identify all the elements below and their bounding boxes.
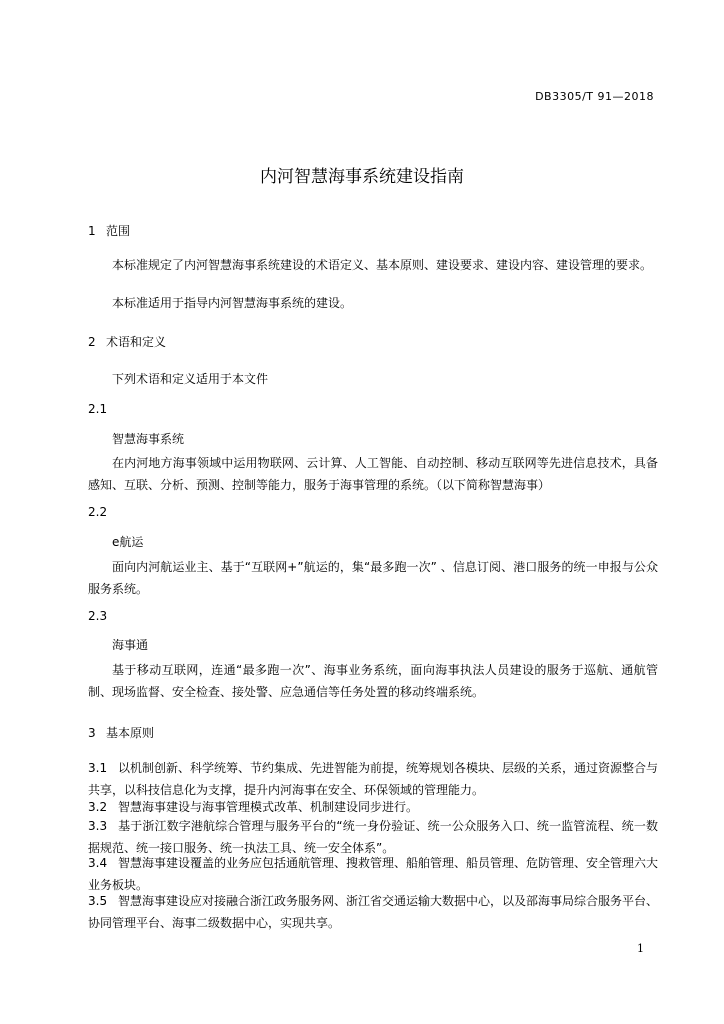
scope-paragraph-2: 本标准适用于指导内河智慧海事系统的建设。 bbox=[112, 296, 353, 310]
term-number: 2.3 bbox=[88, 609, 108, 623]
document-title: 内河智慧海事系统建设指南 bbox=[260, 167, 464, 187]
principle-text: 智慧海事建设与海事管理模式改革、机制建设同步进行。 bbox=[118, 800, 419, 814]
scope-paragraph-1: 本标准规定了内河智慧海事系统建设的术语定义、基本原则、建设要求、建设内容、建设管理的要求。 bbox=[112, 258, 653, 272]
principle-item bbox=[88, 890, 658, 934]
principle-number: 3.3 bbox=[88, 819, 108, 833]
page-number: 1 bbox=[637, 942, 644, 955]
principle-text: 智慧海事建设应对接融合浙江政务服务网、浙江省交通运输大数据中心，以及部海事局综合服务平台、协同管理平台、海事二级数据中心，实现共享。 bbox=[88, 894, 659, 930]
principle-text: 智慧海事建设覆盖的业务应包括通航管理、搜救管理、船舶管理、船员管理、危防管理、安全管理六大业务板块。 bbox=[88, 856, 659, 892]
term-definition: 在内河地方海事领域中运用物联网、云计算、人工智能、自动控制、移动互联网等先进信息技术，具备感知、互联、分析、预测、控制等能力，服务于海事管理的系统。（以下简称智慧海事） bbox=[88, 456, 658, 492]
terms-intro: 下列术语和定义适用于本文件 bbox=[112, 372, 269, 386]
term-name: e航运 bbox=[112, 535, 144, 549]
section-number: 1 bbox=[88, 224, 96, 238]
section-heading-terms bbox=[88, 333, 166, 350]
term-definition: 基于移动互联网，连通“最多跑一次”、海事业务系统，面向海事执法人员建设的服务于巡航、通航管制、现场监督、安全检查、接处警、应急通信等任务处置的移动终端系统。 bbox=[88, 663, 658, 699]
term-number: 2.1 bbox=[88, 402, 108, 416]
standard-code: DB3305/T 91—2018 bbox=[535, 90, 654, 103]
section-title: 基本原则 bbox=[106, 726, 155, 740]
term-number: 2.2 bbox=[88, 505, 108, 519]
term-name: 智慧海事系统 bbox=[112, 432, 185, 446]
principle-number: 3.2 bbox=[88, 800, 108, 814]
principle-text: 以机制创新、科学统筹、节约集成、先进智能为前提，统筹规划各模块、层级的关系，通过资源整合与共享，以科技信息化为支撑，提升内河海事在安全、环保领域的管理能力。 bbox=[88, 761, 659, 797]
section-title: 术语和定义 bbox=[106, 335, 167, 349]
section-number: 3 bbox=[88, 726, 96, 740]
term-name: 海事通 bbox=[112, 638, 149, 652]
principle-item bbox=[88, 757, 658, 801]
term-definition: 面向内河航运业主、基于“互联网+”航运的，集“最多跑一次” 、信息订阅、港口服务的统一申报与公众服务系统。 bbox=[88, 560, 658, 596]
section-number: 2 bbox=[88, 335, 96, 349]
principle-number: 3.1 bbox=[88, 761, 108, 775]
section-title: 范围 bbox=[106, 224, 131, 238]
principle-text: 基于浙江数字港航综合管理与服务平台的“统一身份验证、统一公众服务入口、统一监管流程、统一数据规范、统一接口服务、统一执法工具、统一安全体系”。 bbox=[88, 819, 658, 855]
section-heading-principles bbox=[88, 724, 154, 741]
principle-number: 3.5 bbox=[88, 894, 108, 908]
principle-number: 3.4 bbox=[88, 856, 108, 870]
section-heading-scope bbox=[88, 222, 130, 239]
